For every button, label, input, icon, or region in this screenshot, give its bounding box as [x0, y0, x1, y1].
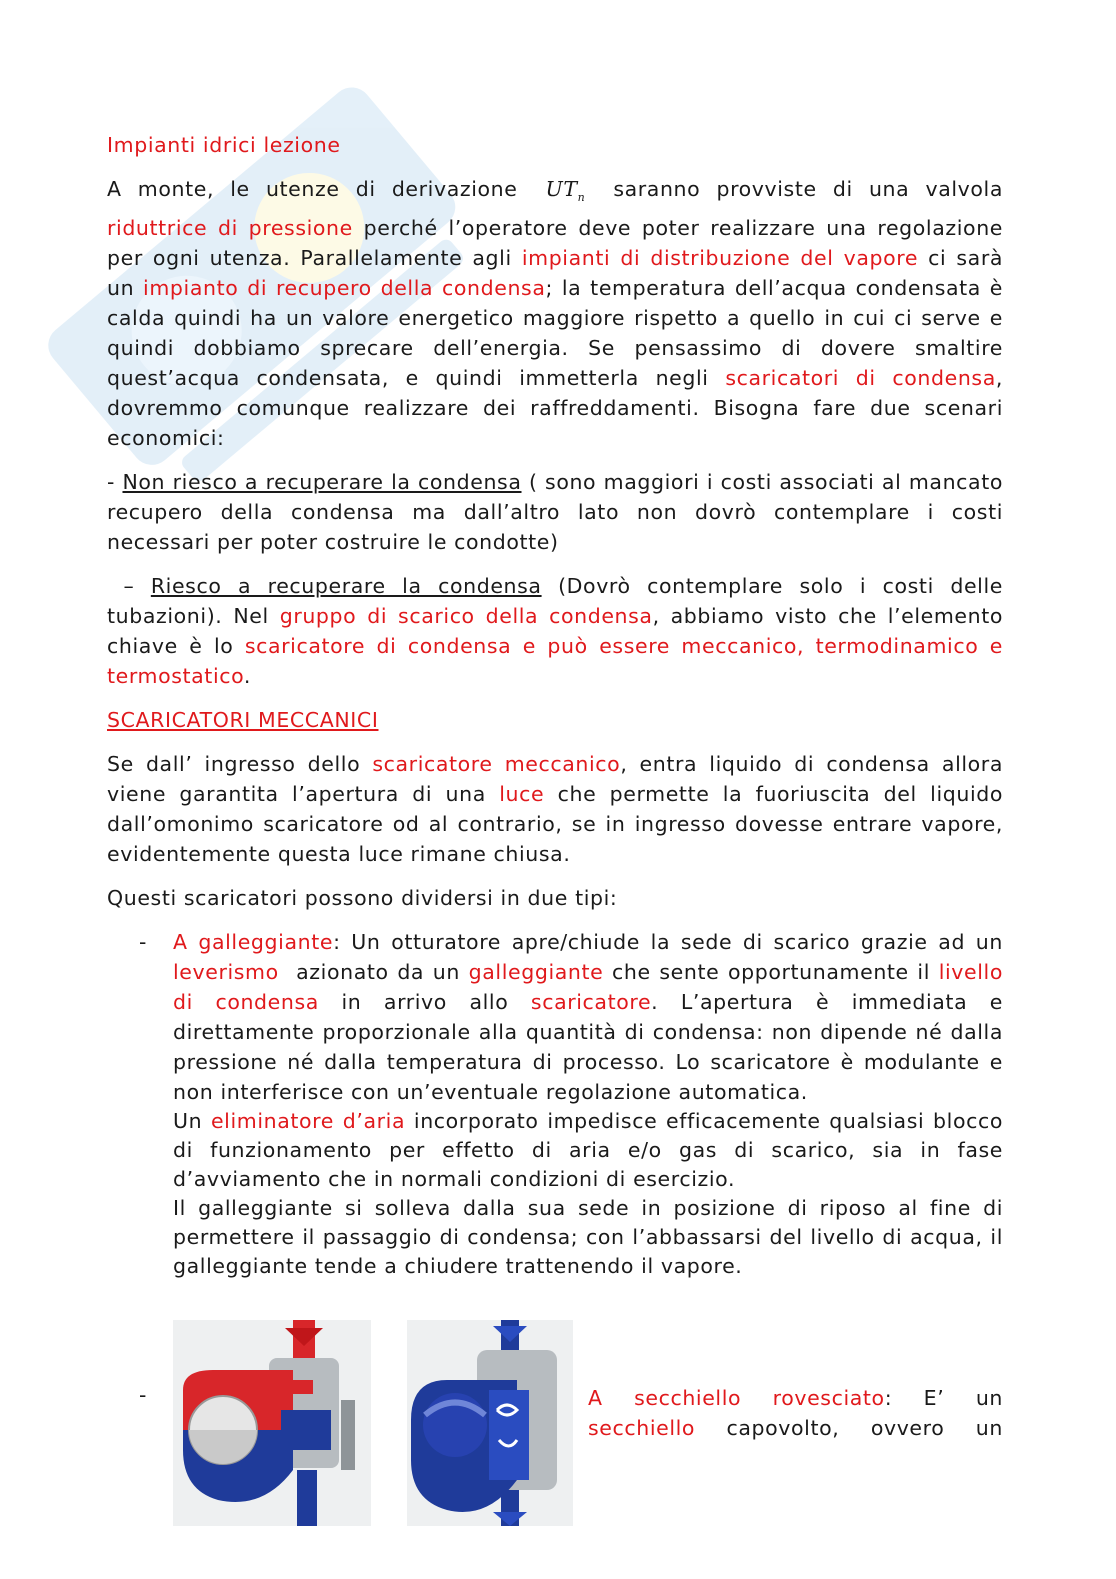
paragraph-types: Questi scaricatori possono dividersi in due tipi: — [107, 886, 618, 911]
document-body — [107, 130, 1003, 1281]
math-utn: $UT_n$ — [545, 177, 586, 205]
list-item-galleggiante: - A galleggiante: Un otturatore apre/chiude la sede di scarico grazie ad un leverismo azionato da un galleggiante che sente opportunamente il livello di condensa in arrivo allo scaricatore. L’apertura è immediata e direttamente proporzionale alla quantità di condensa: non dipende né dalla pressione né dalla temperatura di processo. Lo scaricatore è modulante e non interferisce con un’eventuale regolazione automatica. Un eliminatore d’aria incorporato impedisce efficacemente qualsiasi blocco di funzionamento per effetto di aria e/o gas di scarico, sia in fase d’avviamento che in normali condizioni di esercizio. Il galleggiante si solleva dalla sua sede in posizione di riposo al fine di permettere il passaggio di condensa; con l’abbassarsi del livello di acqua, il galleggiante tende a chiudere trattenendo il vapore. — [107, 927, 1003, 1281]
section-heading: SCARICATORI MECCANICI — [107, 708, 379, 733]
figure-row — [107, 1320, 1003, 1530]
document-title: Impianti idrici lezione — [107, 133, 341, 157]
list-bullet: - — [139, 930, 147, 955]
list-bullet: - — [139, 1383, 147, 1407]
paragraph-intro: A monte, le utenze di derivazione $UT_n$ saranno provviste di una valvola riduttrice di pressione perché l’operatore deve poter realizzare una regolazione per ogni utenza. Parallelamente agli impianti di distribuzione del vapore ci sarà un impianto di recupero della condensa; la temperatura dell’acqua condensata è calda quindi ha un valore energetico maggiore rispetto a quello in cui ci serve e quindi dobbiamo sprecare dell’energia. Se pensassimo di dovere smaltire quest’acqua condensata, e quindi immetterla negli scaricatori di condensa, dovremmo comunque realizzare dei raffreddamenti. Bisogna fare due scenari economici: — [107, 177, 1004, 451]
inverted-bucket-trap-diagram — [407, 1320, 573, 1526]
float-trap-diagram — [173, 1320, 371, 1526]
paragraph-secchiello: A secchiello rovesciato: E’ un secchiello capovolto, ovvero un — [588, 1386, 1004, 1440]
paragraph-mechanical: Se dall’ ingresso dello scaricatore meccanico, entra liquido di condensa allora viene garantita l’apertura di una luce che permette la fuoriuscita del liquido dall’omonimo scaricatore od al contrario, se in ingresso dovesse entrare vapore, evidentemente questa luce rimane chiusa. — [107, 752, 1004, 867]
paragraph-scenario-1: - Non riesco a recuperare la condensa ( sono maggiori i costi associati al mancato recupero della condensa ma dall’altro lato non dovrò contemplare i costi necessari per poter costruire le condotte) — [107, 470, 1003, 555]
paragraph-scenario-2: – Riesco a recuperare la condensa (Dovrò contemplare solo i costi delle tubazioni). Nel gruppo di scarico della condensa, abbiamo visto che l’elemento chiave è lo scaricatore di condensa e può essere meccanico, termodinamico e termostatico. — [107, 574, 1003, 689]
